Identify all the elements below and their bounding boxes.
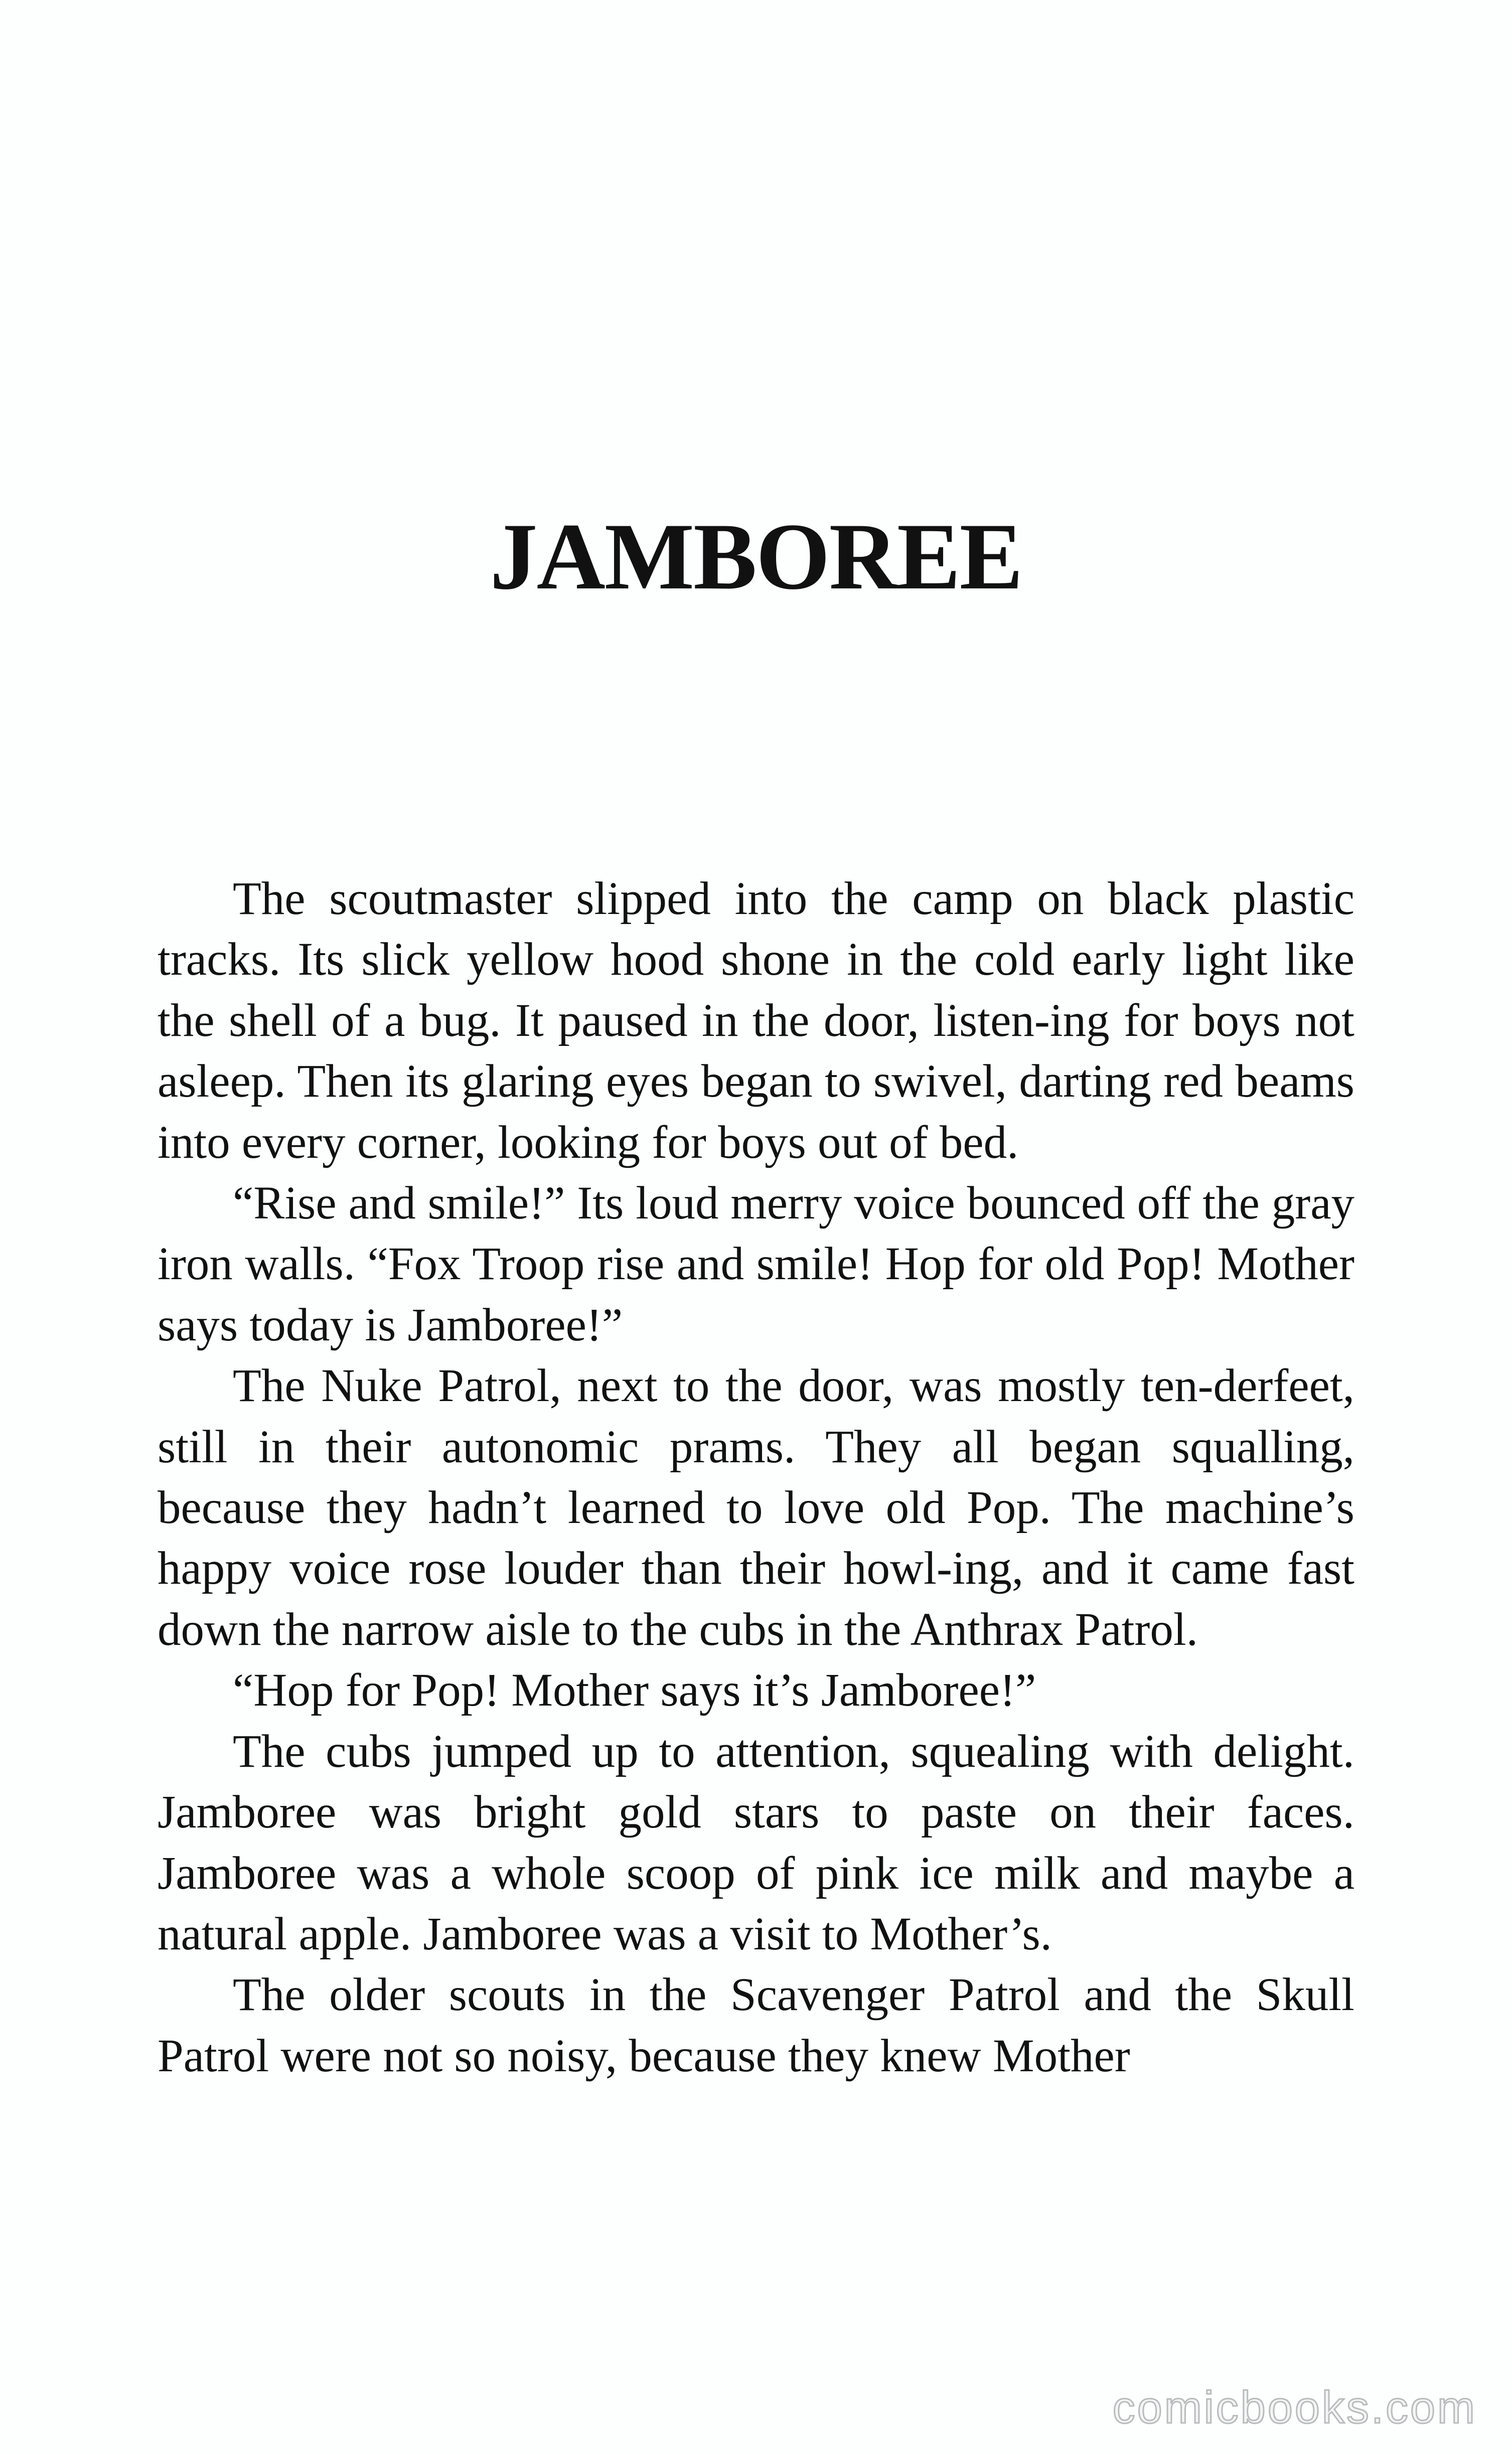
paragraph: The Nuke Patrol, next to the door, was mostly ten-derfeet, still in their autonomic prams. They all began squalling, because they hadn’t learned to love old Pop. The machine’s happy voice rose louder than their howl-ing, and it came fast down the narrow aisle to the cubs in the Anthrax Patrol. — [158, 1360, 1354, 1655]
paragraph: “Rise and smile!” Its loud merry voice bounced off the gray iron walls. “Fox Troop rise and smile! Hop for old Pop! Mother says today is Jamboree!” — [158, 1177, 1354, 1351]
paragraph: The cubs jumped up to attention, squealing with delight. Jamboree was bright gold stars to paste on their faces. Jamboree was a whole scoop of pink ice milk and maybe a natural apple. Jamboree was a visit to Mother’s. — [158, 1725, 1354, 1960]
paragraph: The scoutmaster slipped into the camp on black plastic tracks. Its slick yellow hood shone in the cold early light like the shell of a bug. It paused in the door, listen-ing for boys not asleep. Then its glaring eyes began to swivel, darting red beams into every corner, looking for boys out of bed. — [158, 873, 1354, 1168]
paragraph: The older scouts in the Scavenger Patrol and the Skull Patrol were not so noisy, because they knew Mother — [158, 1969, 1354, 2082]
paragraph: “Hop for Pop! Mother says it’s Jamboree!” — [233, 1664, 1036, 1717]
watermark: comicbooks.com — [1112, 2383, 1477, 2433]
chapter-title: JAMBOREE — [490, 504, 1022, 609]
body-text — [158, 868, 1354, 2086]
